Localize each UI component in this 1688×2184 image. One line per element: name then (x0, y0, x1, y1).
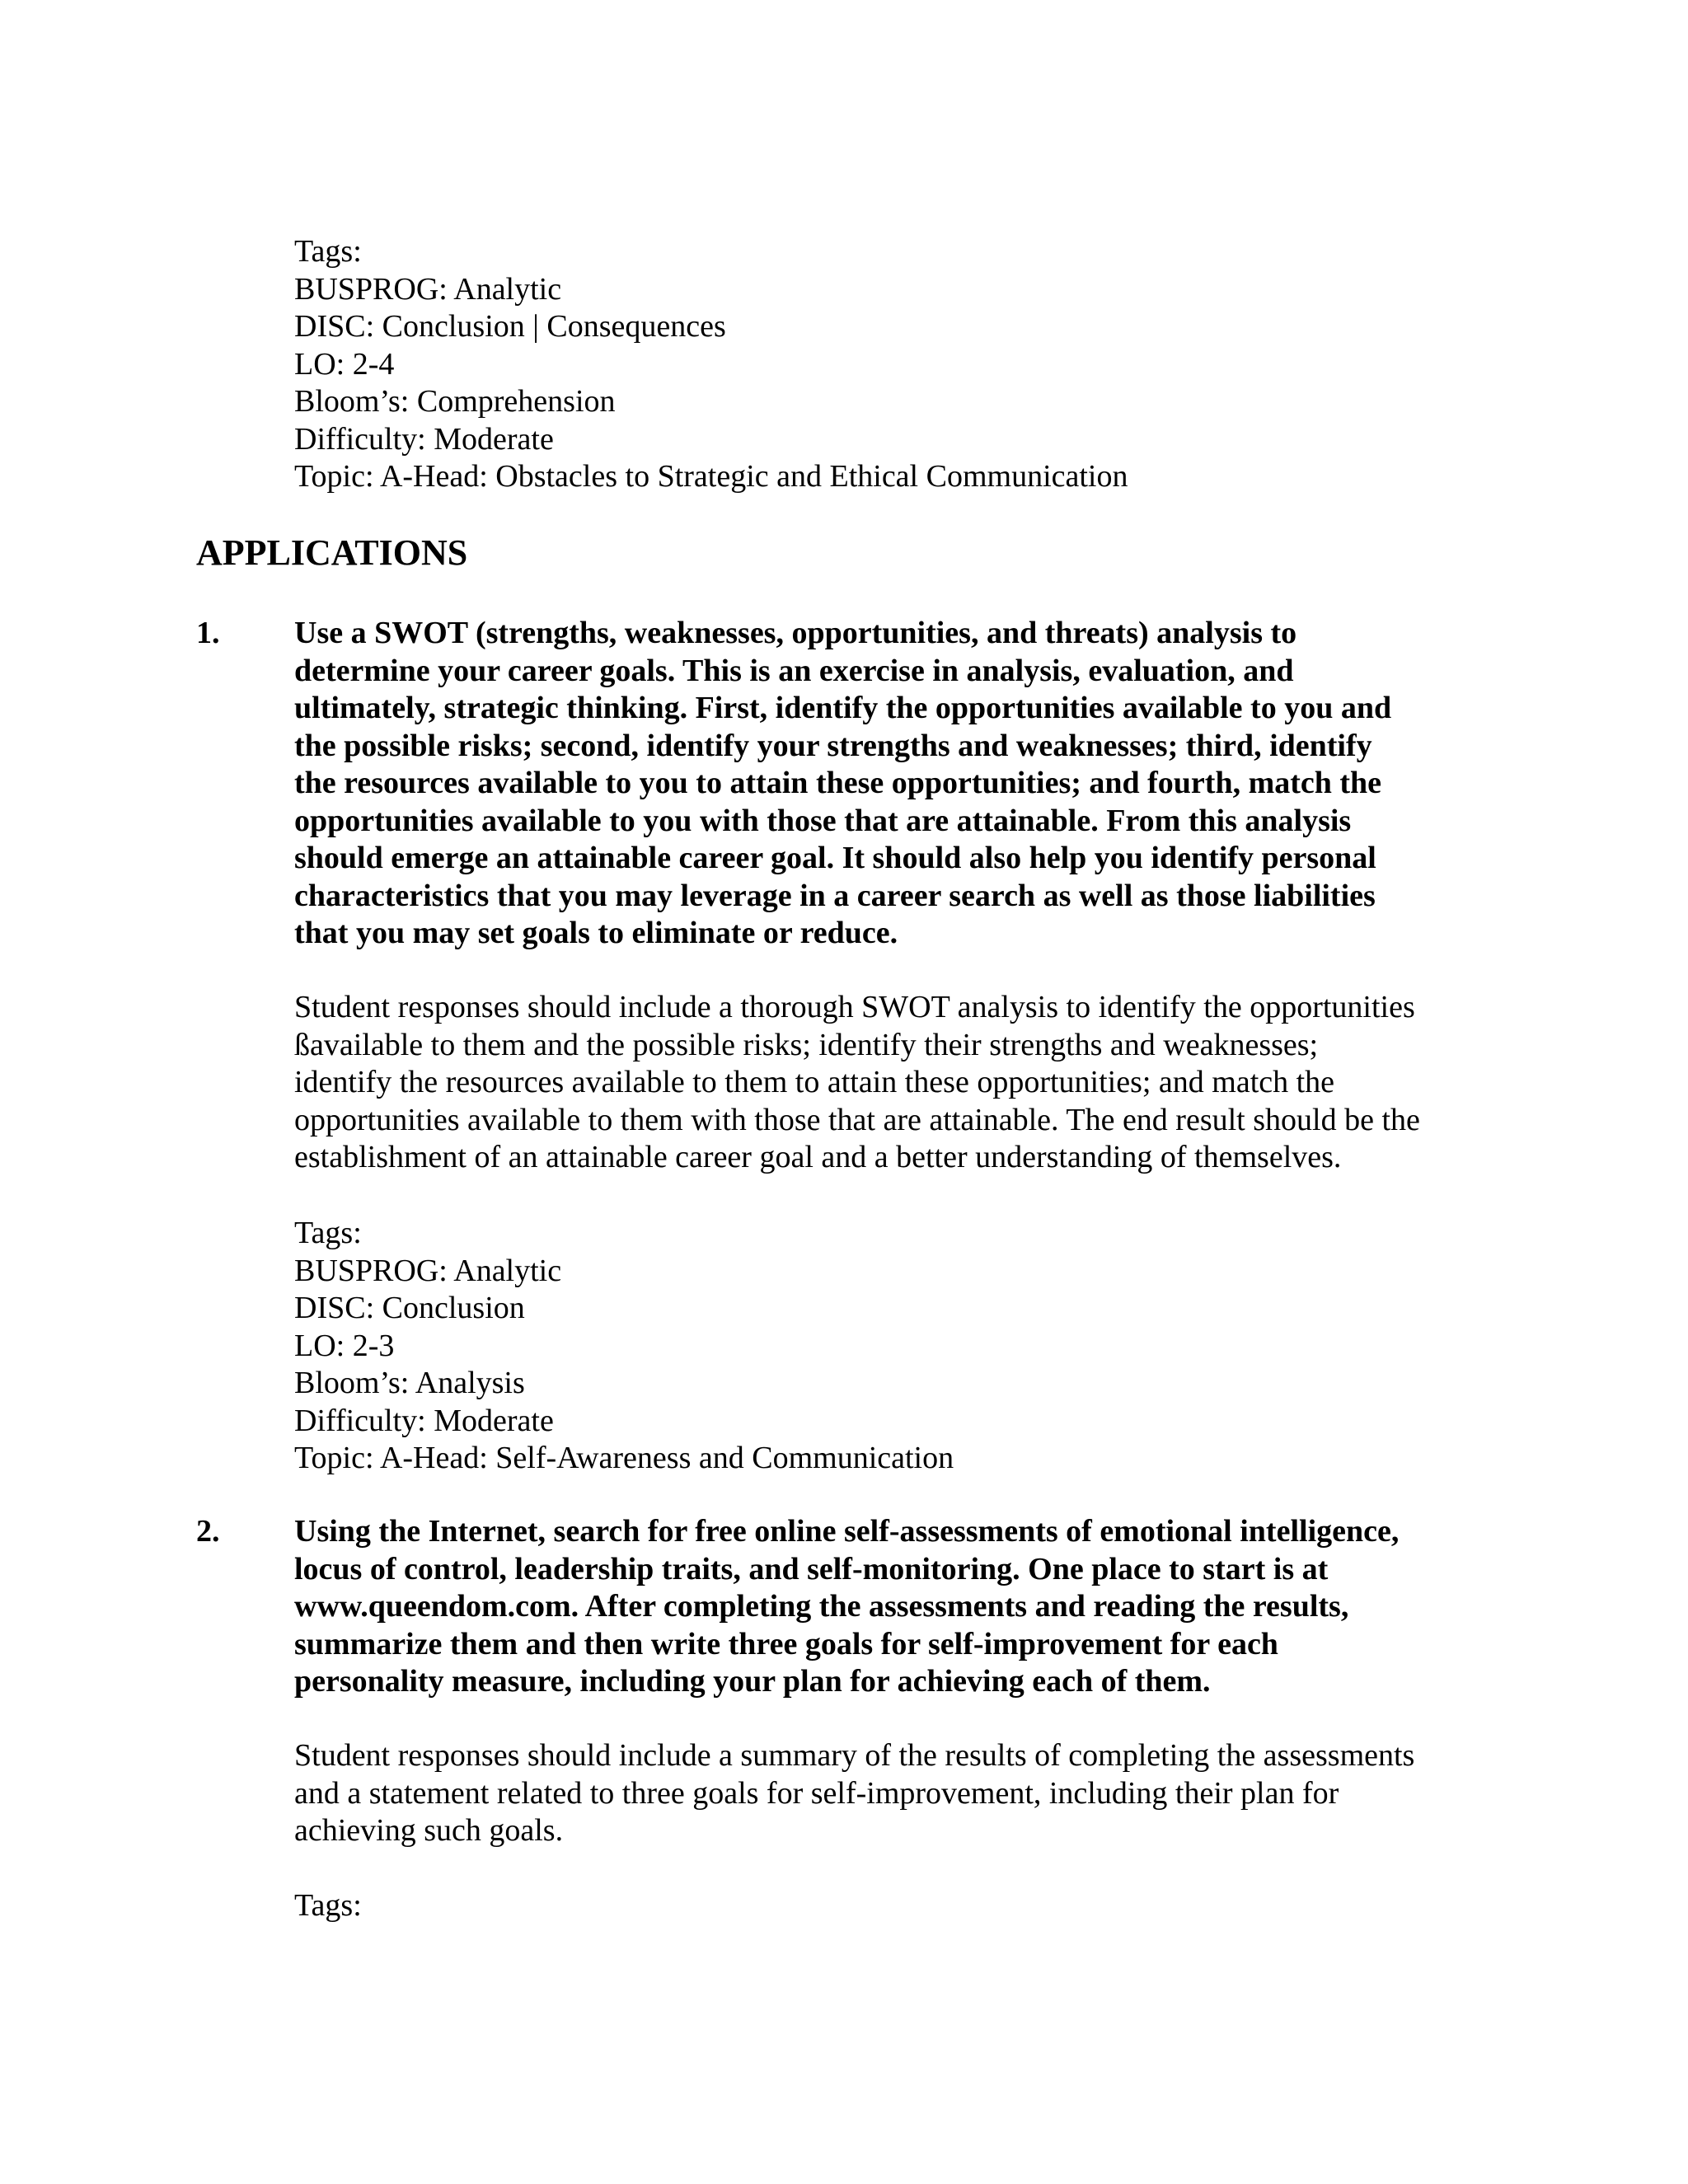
prompt-line: the possible risks; second, identify your strengths and weaknesses; third, identify (294, 728, 1372, 763)
top-tags-block (294, 233, 1481, 496)
answer-line: achieving such goals. (294, 1813, 564, 1848)
question-1-prompt (294, 615, 1481, 953)
tag-difficulty: Difficulty: Moderate (294, 1403, 554, 1438)
answer-line: and a statement related to three goals for self-improvement, including their plan for (294, 1775, 1339, 1811)
prompt-line: characteristics that you may leverage in a career search as well as those liabilities (294, 878, 1376, 913)
tags-label: Tags: (294, 1888, 362, 1923)
answer-line: establishment of an attainable career goal and a better understanding of themselves. (294, 1140, 1342, 1174)
prompt-line: Using the Internet, search for free online self-assessments of emotional intelligence, (294, 1514, 1400, 1549)
tag-lo: LO: 2-3 (294, 1328, 395, 1363)
tag-lo: LO: 2-4 (294, 346, 395, 382)
answer-line: Student responses should include a summary of the results of completing the assessments (294, 1738, 1415, 1773)
question-2-prompt (294, 1513, 1481, 1701)
prompt-line: www.queendom.com. After completing the assessments and reading the results, (294, 1589, 1349, 1624)
answer-line: identify the resources available to them to attain these opportunities; and match the (294, 1065, 1335, 1099)
answer-line: Student responses should include a thorough SWOT analysis to identify the opportunities (294, 990, 1415, 1024)
answer-line: ßavailable to them and the possible risks; identify their strengths and weaknesses; (294, 1027, 1319, 1062)
tag-difficulty: Difficulty: Moderate (294, 421, 554, 457)
prompt-line: personality measure, including your plan for achieving each of them. (294, 1664, 1211, 1699)
prompt-line: ultimately, strategic thinking. First, identify the opportunities available to you and (294, 691, 1392, 725)
question-2-tags (294, 1887, 1481, 1925)
question-2-answer (294, 1737, 1514, 1850)
tag-disc: DISC: Conclusion (294, 1291, 525, 1325)
prompt-line: locus of control, leadership traits, and self-monitoring. One place to start is at (294, 1551, 1329, 1586)
question-1-tags (294, 1215, 1481, 1478)
tags-label: Tags: (294, 1216, 362, 1250)
section-heading: APPLICATIONS (196, 532, 468, 573)
prompt-line: Use a SWOT (strengths, weaknesses, opportunities, and threats) analysis to (294, 616, 1297, 650)
tag-topic: Topic: A-Head: Obstacles to Strategic and Ethical Communication (294, 459, 1128, 494)
tag-blooms: Bloom’s: Analysis (294, 1366, 525, 1400)
tags-label: Tags: (294, 234, 362, 269)
answer-line: opportunities available to them with those that are attainable. The end result should be the (294, 1102, 1420, 1137)
tag-topic: Topic: A-Head: Self-Awareness and Communication (294, 1441, 954, 1475)
question-1-answer (294, 989, 1514, 1177)
tag-blooms: Bloom’s: Comprehension (294, 384, 616, 419)
question-1-number: 1. (196, 616, 220, 650)
prompt-line: opportunities available to you with those that are attainable. From this analysis (294, 803, 1352, 838)
tag-busprog: BUSPROG: Analytic (294, 271, 562, 307)
tag-disc: DISC: Conclusion | Consequences (294, 309, 726, 344)
prompt-line: the resources available to you to attain these opportunities; and fourth, match the (294, 766, 1382, 800)
prompt-line: summarize them and then write three goals for self-improvement for each (294, 1626, 1278, 1661)
question-2-number: 2. (196, 1514, 220, 1549)
tag-busprog: BUSPROG: Analytic (294, 1253, 562, 1288)
prompt-line: that you may set goals to eliminate or reduce. (294, 916, 898, 950)
prompt-line: should emerge an attainable career goal. It should also help you identify personal (294, 841, 1376, 875)
prompt-line: determine your career goals. This is an exercise in analysis, evaluation, and (294, 653, 1294, 688)
